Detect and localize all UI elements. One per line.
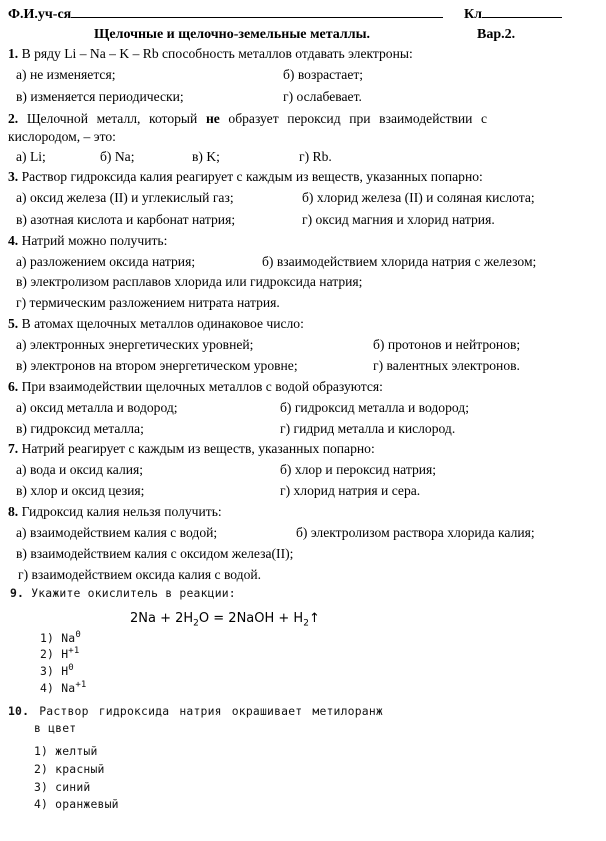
- name-underline: [71, 4, 443, 18]
- name-label: Ф.И.уч-ся: [8, 7, 72, 22]
- option-4a[interactable]: а) разложением оксида натрия;: [16, 254, 196, 269]
- option-6a[interactable]: а) оксид металла и водород;: [16, 400, 178, 415]
- question-1: [8, 45, 413, 62]
- option-7a[interactable]: а) вода и оксид калия;: [16, 462, 144, 477]
- question-text: Натрий реагирует с каждым из веществ, указанных попарно:: [21, 441, 375, 456]
- up-arrow-icon: ↑: [308, 611, 320, 626]
- question-2-line2: кислородом, – это:: [8, 129, 116, 144]
- option-10-2[interactable]: 2) красный: [34, 762, 105, 776]
- option-2c[interactable]: в) K;: [192, 149, 220, 164]
- question-10-line2: в цвет: [34, 721, 77, 735]
- student-name-field[interactable]: [8, 4, 443, 23]
- question-number: 6.: [8, 379, 19, 394]
- option-2d[interactable]: г) Rb.: [299, 149, 332, 164]
- question-7: [8, 440, 375, 457]
- option-7b[interactable]: б) хлор и пероксид натрия;: [280, 462, 437, 477]
- option-6c[interactable]: в) гидроксид металла;: [16, 421, 144, 436]
- option-4b[interactable]: б) взаимодействием хлорида натрия с железом;: [262, 254, 537, 269]
- question-5: [8, 315, 304, 332]
- question-number: 5.: [8, 316, 19, 331]
- question-text: Натрий можно получить:: [21, 233, 168, 248]
- option-2b[interactable]: б) Na;: [100, 149, 135, 164]
- option-10-4[interactable]: 4) оранжевый: [34, 797, 119, 811]
- question-8: [8, 503, 222, 520]
- question-number: 2.: [8, 111, 19, 126]
- option-9-1[interactable]: 1) Na$^0$: [40, 630, 81, 645]
- question-number: 8.: [8, 504, 19, 519]
- option-3a[interactable]: а) оксид железа (II) и углекислый газ;: [16, 190, 234, 205]
- class-field[interactable]: [464, 4, 562, 23]
- option-1a[interactable]: а) не изменяется;: [16, 67, 116, 82]
- option-5d[interactable]: г) валентных электронов.: [373, 358, 520, 373]
- option-4d[interactable]: г) термическим разложением нитрата натрия.: [16, 295, 280, 310]
- option-8d[interactable]: г) взаимодействием оксида калия с водой.: [18, 567, 262, 582]
- option-5b[interactable]: б) протонов и нейтронов;: [373, 337, 521, 352]
- question-text: Укажите окислитель в реакции:: [31, 586, 236, 600]
- question-text: Щелочной металл, который: [26, 111, 206, 126]
- option-6b[interactable]: б) гидроксид металла и водород;: [280, 400, 469, 415]
- option-5c[interactable]: в) электронов на втором энергетическом уровне;: [16, 358, 298, 373]
- question-text: Раствор гидроксида калия реагирует с каждым из веществ, указанных попарно:: [21, 169, 483, 184]
- option-3d[interactable]: г) оксид магния и хлорид натрия.: [302, 212, 495, 227]
- option-3c[interactable]: в) азотная кислота и карбонат натрия;: [16, 212, 236, 227]
- option-6d[interactable]: г) гидрид металла и кислород.: [280, 421, 456, 436]
- question-number: 10.: [8, 704, 30, 718]
- option-1c[interactable]: в) изменяется периодически;: [16, 89, 184, 104]
- option-1b[interactable]: б) возрастает;: [283, 67, 364, 82]
- question-emphasis: не: [205, 111, 220, 126]
- option-3b[interactable]: б) хлорид железа (II) и соляная кислота;: [302, 190, 535, 205]
- question-9: [10, 585, 236, 602]
- class-label: Кл: [464, 7, 483, 22]
- question-number: 7.: [8, 441, 19, 456]
- question-10: [8, 703, 383, 720]
- question-text: В ряду Li – Na – K – Rb способность металлов отдавать электроны:: [21, 46, 413, 61]
- question-number: 1.: [8, 46, 19, 61]
- question-4: [8, 232, 167, 249]
- option-7d[interactable]: г) хлорид натрия и сера.: [280, 483, 421, 498]
- option-10-1[interactable]: 1) желтый: [34, 744, 98, 758]
- option-7c[interactable]: в) хлор и оксид цезия;: [16, 483, 145, 498]
- option-9-2[interactable]: 2) $H^{+1}$: [40, 646, 80, 661]
- question-text: При взаимодействии щелочных металлов с водой образуются:: [21, 379, 383, 394]
- option-4c[interactable]: в) электролизом расплавов хлорида или гидроксида натрия;: [16, 274, 363, 289]
- option-5a[interactable]: а) электронных энергетических уровней;: [16, 337, 254, 352]
- class-underline: [482, 4, 562, 18]
- question-text: Раствор гидроксида натрия окрашивает метилоранж: [39, 704, 383, 718]
- question-6: [8, 378, 383, 395]
- reaction-equation: $2Na + 2H_2O$ = 2NaOH + $H_2↑$: [130, 611, 320, 629]
- question-number: 9.: [10, 586, 25, 600]
- option-8c[interactable]: в) взаимодействием калия с оксидом железа(II);: [16, 546, 294, 561]
- variant-label: Вар.2.: [477, 27, 516, 42]
- option-8a[interactable]: а) взаимодействием калия с водой;: [16, 525, 218, 540]
- question-text: В атомах щелочных металлов одинаковое число:: [21, 316, 304, 331]
- question-number: 4.: [8, 233, 19, 248]
- option-10-3[interactable]: 3) синий: [34, 780, 91, 794]
- question-text: Гидроксид калия нельзя получить:: [21, 504, 222, 519]
- option-8b[interactable]: б) электролизом раствора хлорида калия;: [296, 525, 535, 540]
- question-number: 3.: [8, 169, 19, 184]
- question-text: образует пероксид при взаимодействии с: [219, 111, 488, 126]
- question-3: [8, 168, 483, 185]
- option-9-4[interactable]: 4) $Na^{+1}$: [40, 680, 87, 695]
- option-9-3[interactable]: 3) $H^0$: [40, 663, 74, 678]
- question-2: [8, 110, 487, 127]
- option-1d[interactable]: г) ослабевает.: [283, 89, 362, 104]
- page-title: Щелочные и щелочно-земельные металлы.: [94, 27, 371, 42]
- option-2a[interactable]: а) Li;: [16, 149, 46, 164]
